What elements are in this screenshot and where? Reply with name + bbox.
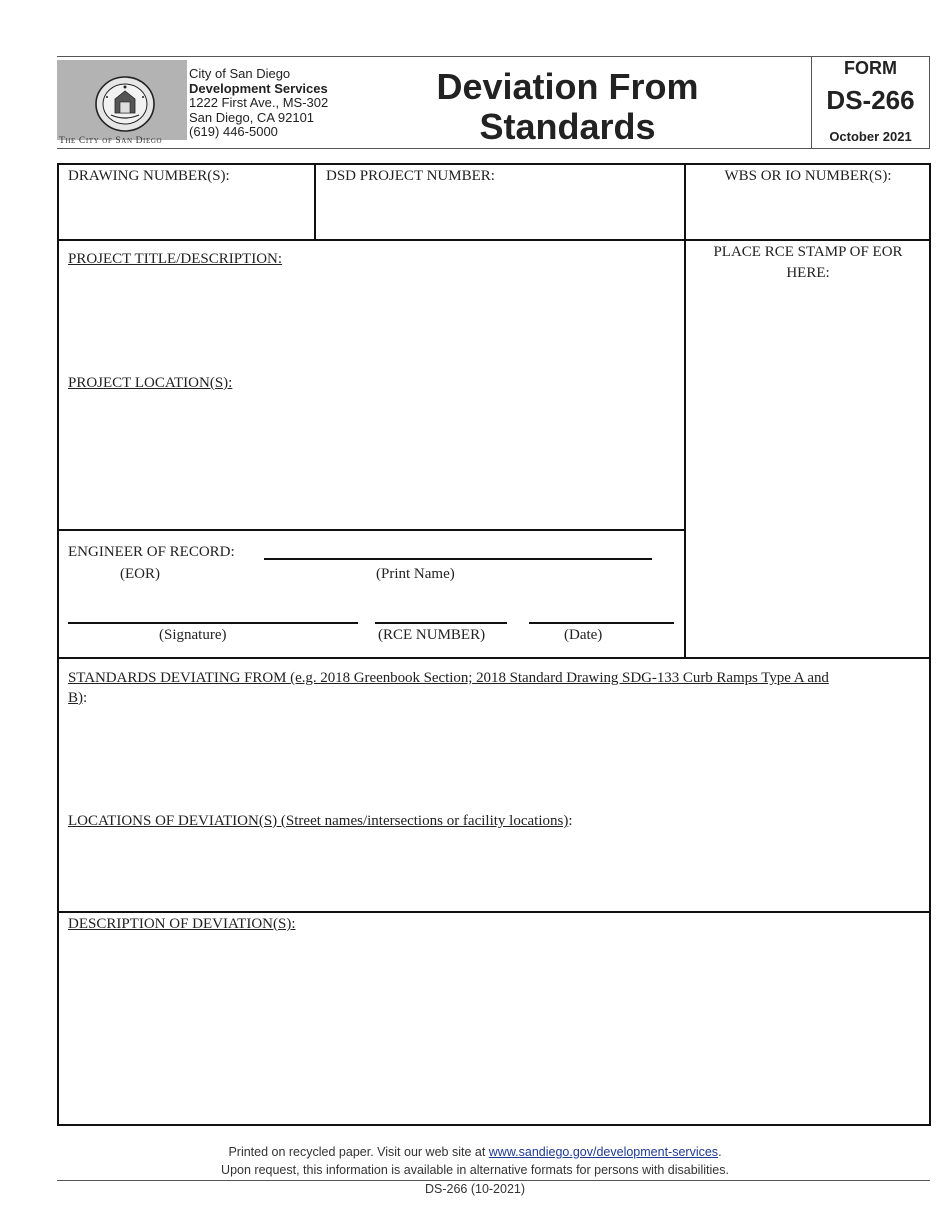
project-locations-field[interactable] — [60, 366, 682, 526]
signature-line[interactable] — [68, 622, 358, 624]
rce-number-label: (RCE NUMBER) — [378, 627, 486, 643]
locations-of-deviation-label-wrap: LOCATIONS OF DEVIATION(S) (Street names/intersections or facility locations): — [68, 813, 573, 829]
row-divider-standards — [57, 657, 931, 659]
rce-number-line[interactable] — [375, 622, 507, 624]
standards-deviating-field[interactable] — [60, 661, 928, 801]
footer-recycled-line: Printed on recycled paper. Visit our web site at www.sandiego.gov/development-services. — [228, 1145, 722, 1159]
standards-deviating-label-line1: STANDARDS DEVIATING FROM (e.g. 2018 Greenbook Section; 2018 Standard Drawing SDG-133 Curb Ramps Type A and — [68, 670, 829, 686]
col-divider-drawing-dsd — [314, 163, 316, 240]
standards-deviating-label-line2: B) — [68, 690, 83, 706]
dept-phone: (619) 446-5000 — [189, 124, 278, 139]
row-divider-eor — [57, 529, 685, 531]
locations-of-deviation-field[interactable] — [60, 804, 928, 909]
drawing-numbers-label: DRAWING NUMBER(S): — [68, 168, 230, 184]
dept-street-address: 1222 First Ave., MS-302 — [189, 95, 329, 110]
signature-label: (Signature) — [159, 627, 227, 643]
wbs-io-numbers-field[interactable] — [688, 166, 928, 238]
project-title-field[interactable] — [60, 243, 682, 363]
form-number: DS-266 — [826, 85, 915, 115]
footer-website-link[interactable]: www.sandiego.gov/development-services — [488, 1145, 719, 1159]
row-divider-description — [57, 911, 931, 913]
footer-recycled-text: Printed on recycled paper. Visit our web site at — [228, 1145, 489, 1159]
footer-rule — [57, 1180, 930, 1181]
date-line[interactable] — [529, 622, 674, 624]
footer-alt-formats: Upon request, this information is available in alternative formats for persons with disabilities. — [221, 1163, 729, 1177]
col-divider-right — [684, 163, 686, 658]
print-name-label: (Print Name) — [376, 566, 455, 582]
project-title-label: PROJECT TITLE/DESCRIPTION: — [68, 251, 283, 267]
dept-city-state-zip: San Diego, CA 92101 — [189, 109, 315, 125]
page-title — [400, 67, 735, 147]
description-of-deviation-label: DESCRIPTION OF DEVIATION(S): — [68, 916, 296, 932]
wbs-io-numbers-label: WBS OR IO NUMBER(S): — [724, 168, 892, 184]
rce-stamp-area[interactable] — [688, 243, 928, 655]
rce-stamp-label — [688, 242, 928, 284]
title-line-1: Deviation From — [436, 66, 699, 107]
eor-print-name-line[interactable] — [264, 558, 652, 560]
dept-name: Development Services — [189, 80, 328, 96]
description-of-deviation-field[interactable] — [60, 915, 928, 1123]
header-top-rule — [57, 56, 930, 57]
locations-of-deviation-label: LOCATIONS OF DEVIATION(S) (Street names/intersections or facility locations) — [68, 813, 569, 829]
date-label: (Date) — [564, 627, 603, 643]
dsd-project-number-field[interactable] — [318, 166, 682, 238]
engineer-of-record-label: ENGINEER OF RECORD: — [68, 544, 235, 560]
form-label: FORM — [844, 58, 897, 78]
rce-stamp-label-line2: HERE: — [786, 265, 830, 281]
rce-stamp-label-line1: PLACE RCE STAMP OF EOR — [713, 244, 903, 260]
dsd-project-number-label: DSD PROJECT NUMBER: — [326, 168, 495, 184]
eor-abbrev-label: (EOR) — [120, 566, 160, 582]
form-id-box — [811, 56, 930, 148]
row-divider-1 — [57, 239, 931, 241]
standards-deviating-label-line2-wrap: B): — [68, 690, 88, 706]
header-bottom-rule — [57, 148, 930, 149]
city-seal-icon — [93, 75, 157, 133]
department-address-block — [189, 67, 328, 140]
dept-city-name: City of San Diego — [189, 66, 291, 81]
city-caption: The City of San Diego — [59, 136, 163, 146]
project-locations-label: PROJECT LOCATION(S): — [68, 375, 233, 391]
title-line-2: Standards — [479, 106, 656, 147]
footer-form-code: DS-266 (10-2021) — [424, 1182, 526, 1196]
form-date: October 2021 — [829, 129, 912, 144]
drawing-numbers-field[interactable] — [60, 166, 312, 238]
